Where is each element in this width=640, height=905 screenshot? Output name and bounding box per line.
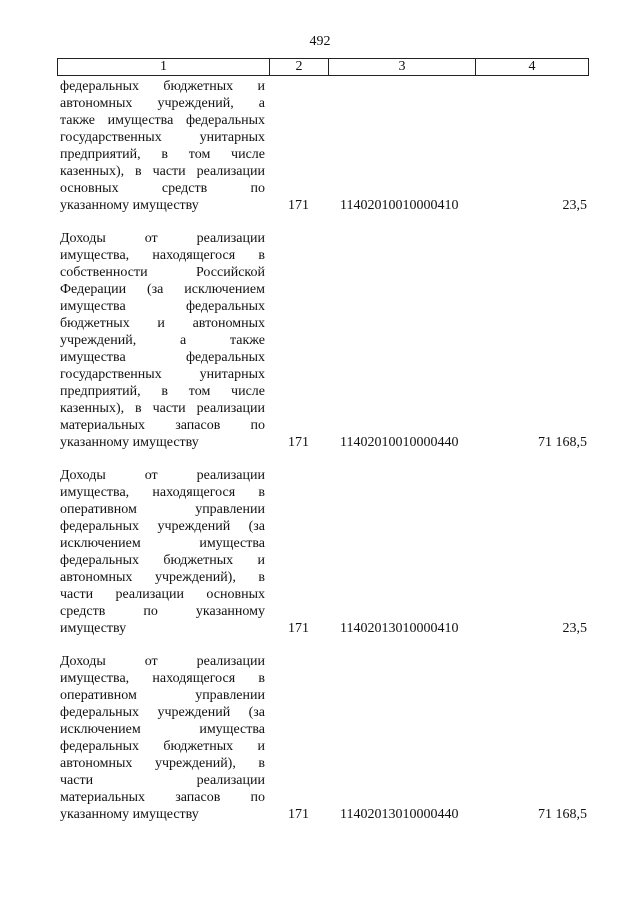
description-line: материальных запасов по <box>60 418 265 433</box>
admin-code: 171 <box>288 621 309 636</box>
description-line: Доходы от реализации <box>60 468 265 483</box>
description-line: исключением имущества <box>60 722 265 737</box>
admin-code: 171 <box>288 807 309 822</box>
description-line: собственности Российской <box>60 265 265 280</box>
description-line: государственных унитарных <box>60 130 265 145</box>
table-body <box>60 78 600 823</box>
description-line: Доходы от реализации <box>60 231 265 246</box>
description-line: предприятий, в том числе <box>60 147 265 162</box>
description-line: материальных запасов по <box>60 790 265 805</box>
description-line: бюджетных и автономных <box>60 316 265 331</box>
description-line: средств по указанному <box>60 604 265 619</box>
amount-value: 71 168,5 <box>538 435 587 450</box>
description-line: имущества федеральных <box>60 350 265 365</box>
description-line: федеральных учреждений (за <box>60 519 265 534</box>
description-line: федеральных бюджетных и <box>60 79 265 94</box>
description-line: имущества, находящегося в <box>60 248 265 263</box>
column-header-table <box>57 58 589 76</box>
budget-classification-code: 11402013010000440 <box>340 807 459 822</box>
description-line: федеральных учреждений (за <box>60 705 265 720</box>
row-description <box>60 653 265 823</box>
description-line: исключением имущества <box>60 536 265 551</box>
table-row <box>60 78 600 214</box>
description-line: части реализации <box>60 773 265 788</box>
admin-code: 171 <box>288 435 309 450</box>
row-description <box>60 467 265 637</box>
description-line: имущества, находящегося в <box>60 485 265 500</box>
table-row <box>60 467 600 637</box>
column-header-row <box>58 59 589 76</box>
description-line: федеральных бюджетных и <box>60 553 265 568</box>
description-line: также имущества федеральных <box>60 113 265 128</box>
row-description <box>60 78 265 214</box>
description-line: указанному имуществу <box>60 807 199 822</box>
description-line: имущества федеральных <box>60 299 265 314</box>
description-line: оперативном управлении <box>60 688 265 703</box>
column-header-1: 1 <box>58 59 270 76</box>
description-line: имущества, находящегося в <box>60 671 265 686</box>
column-header-2: 2 <box>270 59 329 76</box>
amount-value: 71 168,5 <box>538 807 587 822</box>
amount-value: 23,5 <box>562 621 587 636</box>
description-line: указанному имуществу <box>60 198 199 213</box>
description-line: предприятий, в том числе <box>60 384 265 399</box>
admin-code: 171 <box>288 198 309 213</box>
description-line: части реализации основных <box>60 587 265 602</box>
table-row <box>60 230 600 451</box>
row-description <box>60 230 265 451</box>
column-header-4: 4 <box>476 59 589 76</box>
amount-value: 23,5 <box>562 198 587 213</box>
description-line: учреждений, а также <box>60 333 265 348</box>
description-line: казенных), в части реализации <box>60 164 265 179</box>
description-line: автономных учреждений), в <box>60 570 265 585</box>
budget-classification-code: 11402010010000440 <box>340 435 459 450</box>
description-line: автономных учреждений), в <box>60 756 265 771</box>
column-header-3: 3 <box>329 59 476 76</box>
budget-classification-code: 11402013010000410 <box>340 621 459 636</box>
description-line: основных средств по <box>60 181 265 196</box>
description-line: оперативном управлении <box>60 502 265 517</box>
description-line: автономных учреждений, а <box>60 96 265 111</box>
description-line: федеральных бюджетных и <box>60 739 265 754</box>
description-line: казенных), в части реализации <box>60 401 265 416</box>
description-line: Доходы от реализации <box>60 654 265 669</box>
table-row <box>60 653 600 823</box>
description-line: государственных унитарных <box>60 367 265 382</box>
description-line: имуществу <box>60 621 127 636</box>
budget-classification-code: 11402010010000410 <box>340 198 459 213</box>
page-number: 492 <box>309 34 331 49</box>
description-line: Федерации (за исключением <box>60 282 265 297</box>
description-line: указанному имуществу <box>60 435 199 450</box>
